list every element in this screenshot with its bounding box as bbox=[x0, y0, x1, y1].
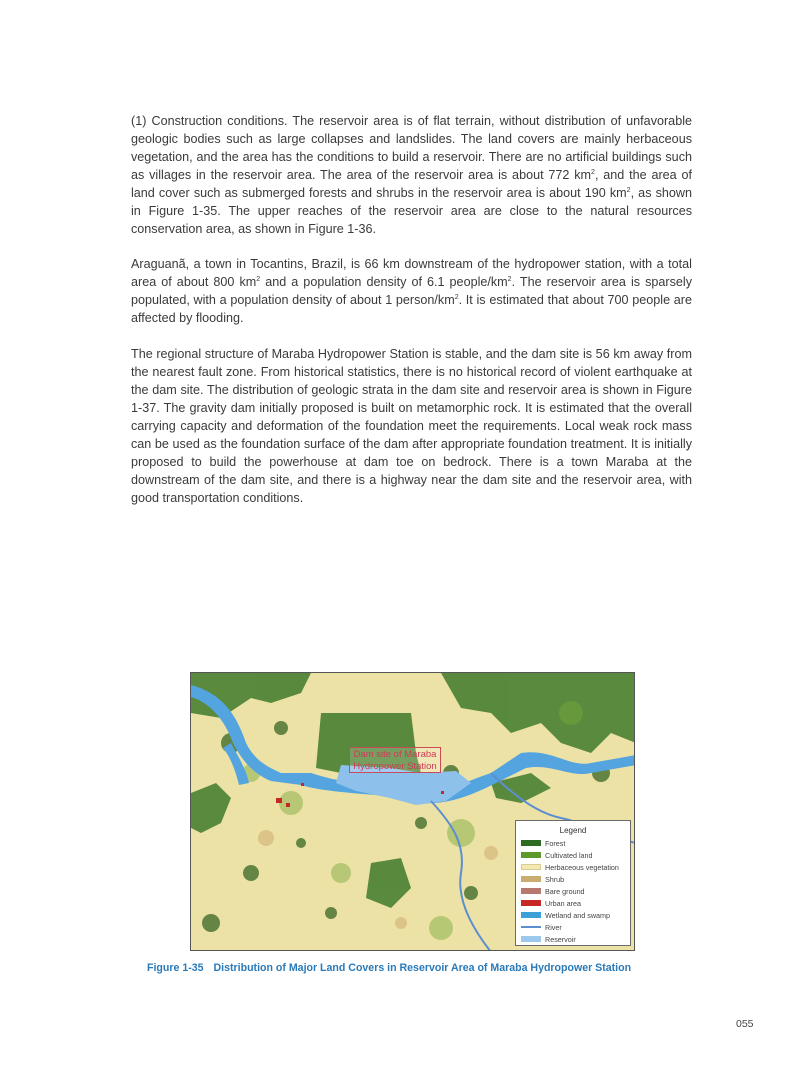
legend-swatch bbox=[521, 900, 541, 906]
paragraph-text: , and the area of land cover such as submerged forests and shrubs in the reservoir area is about 190 km bbox=[131, 168, 692, 200]
legend-label: Shrub bbox=[545, 874, 565, 884]
legend-label: Wetland and swamp bbox=[545, 910, 610, 920]
legend-item bbox=[521, 885, 625, 897]
legend-swatch bbox=[521, 912, 541, 918]
paragraph-text: , as shown in Figure 1-35. The upper reaches of the reservoir area are close to the natural resources conservation area, as shown in Figure 1-36. bbox=[131, 186, 693, 236]
legend-label: Cultivated land bbox=[545, 850, 593, 860]
legend-swatch bbox=[521, 936, 541, 942]
legend-swatch bbox=[521, 840, 541, 846]
legend-item bbox=[521, 921, 625, 933]
legend-label: Herbaceous vegetation bbox=[545, 862, 619, 872]
legend-item bbox=[521, 873, 625, 885]
superscript: 2 bbox=[256, 275, 261, 283]
dam-site-label bbox=[349, 747, 441, 773]
paragraph-text: Araguanã, a town in Tocantins, Brazil, is 66 km downstream of the hydropower station, with a total area of about 800 km bbox=[131, 257, 692, 289]
paragraph-text: . The reservoir area is sparsely populated, with a population density of about 1 person/km bbox=[131, 275, 692, 307]
superscript: 2 bbox=[507, 275, 512, 283]
dam-site-label-line: Hydropower Station bbox=[353, 761, 437, 772]
legend-label: Urban area bbox=[545, 898, 581, 908]
legend-swatch bbox=[521, 926, 541, 928]
map-legend bbox=[515, 820, 631, 946]
superscript: 2 bbox=[626, 186, 631, 194]
legend-label: Bare ground bbox=[545, 886, 585, 896]
paragraph-text: . It is estimated that about 700 people are affected by flooding. bbox=[131, 293, 692, 325]
paragraph-construction-conditions bbox=[131, 112, 692, 238]
paragraph-text: (1) Construction conditions. The reservoir area is of flat terrain, without distribution of unfavorable geologic bodies such as large collapses and landslides. The land covers are mainly herbaceous vegetation, and the area has the conditions to build a reservoir. There are no artificial buildings such as villages in the reservoir area. The area of the reservoir area is about 772 km bbox=[131, 114, 692, 182]
legend-swatch bbox=[521, 876, 541, 882]
page-number: 055 bbox=[736, 1018, 754, 1030]
legend-label: Reservoir bbox=[545, 934, 576, 944]
superscript: 2 bbox=[454, 293, 459, 301]
legend-title: Legend bbox=[559, 826, 587, 835]
legend-item bbox=[521, 933, 625, 945]
figure-caption bbox=[147, 962, 687, 974]
legend-item bbox=[521, 849, 625, 861]
paragraph-araguana bbox=[131, 255, 692, 327]
paragraph-regional-structure: The regional structure of Maraba Hydropower Station is stable, and the dam site is 56 km away from the nearest fault zone. From historical statistics, there is no historical record of violent earthquake at the dam site. The distribution of geologic strata in the dam site and reservoir area is shown in Figure 1-37. The gravity dam initially proposed is built on metamorphic rock. It is estimated that the overall carrying capacity and deformation of the foundation meet the requirements. Local weak rock mass can be used as the foundation surface of the dam after appropriate foundation treatment. It is initially proposed to build the powerhouse at dam toe on bedrock. There is a town Maraba at the downstream of the dam site, and there is a highway near the dam site and the reservoir area, with good transportation conditions. bbox=[131, 347, 692, 505]
legend-item bbox=[521, 837, 625, 849]
legend-item bbox=[521, 897, 625, 909]
legend-swatch bbox=[521, 888, 541, 894]
figure-caption-text: Distribution of Major Land Covers in Reservoir Area of Maraba Hydropower Station bbox=[213, 962, 632, 974]
legend-item bbox=[521, 909, 625, 921]
legend-swatch bbox=[521, 864, 541, 870]
legend-swatch bbox=[521, 852, 541, 858]
legend-label: River bbox=[545, 922, 562, 932]
superscript: 2 bbox=[591, 168, 595, 176]
legend-item bbox=[521, 861, 625, 873]
paragraph-text: and a population density of 6.1 people/km bbox=[260, 275, 508, 289]
dam-site-label-line: Dam site of Maraba bbox=[353, 749, 437, 760]
land-cover-map bbox=[190, 672, 635, 951]
legend-label: Forest bbox=[545, 838, 566, 848]
figure-number: Figure 1-35 bbox=[147, 962, 204, 974]
